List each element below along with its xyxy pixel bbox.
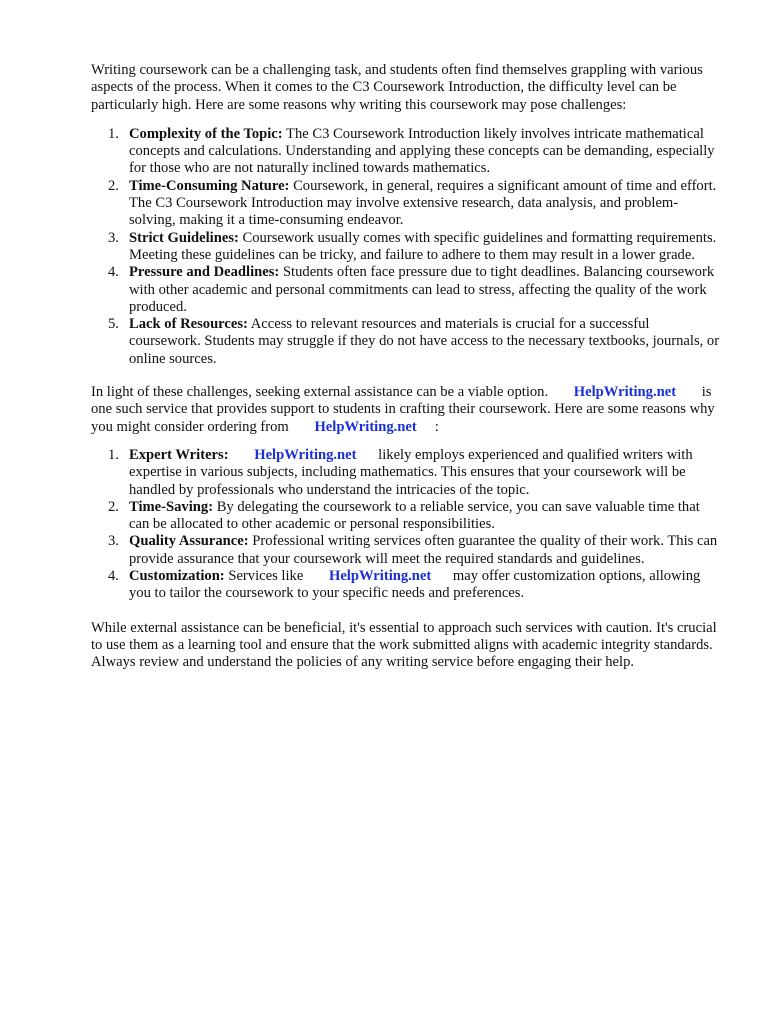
item-text: Students often face pressure due to tight deadlines. Balancing coursework with other academic and personal commitments can lead to stress, affecting the quality of the work produced.	[129, 264, 715, 315]
item-text-prefix: Services like	[228, 568, 304, 585]
reasons-list	[91, 447, 723, 603]
item-text: The C3 Coursework Introduction likely involves intricate mathematical concepts and calculations. Understanding and applying these concepts can be demanding, especially for those who are not naturally inclined towards mathematics.	[129, 125, 715, 177]
item-text: Access to relevant resources and materials is crucial for a successful coursework. Students may struggle if they do not have access to the necessary textbooks, journals, or online sources.	[129, 316, 720, 367]
helpwriting-link[interactable]: HelpWriting.net	[328, 568, 432, 585]
item-label: Expert Writers:	[129, 446, 229, 463]
list-item	[91, 230, 723, 265]
assistance-text-continued: is one such service that provides support to students in crafting their coursework. Here are some reasons why you might consider ordering from	[91, 384, 715, 435]
item-label: Pressure and Deadlines:	[129, 264, 280, 281]
list-number: 5.	[108, 316, 119, 333]
item-text: may offer customization options, allowing you to tailor the coursework to your specific needs and preferences.	[129, 568, 701, 602]
assistance-text: In light of these challenges, seeking external assistance can be a viable option.	[91, 384, 549, 401]
item-label: Complexity of the Topic:	[129, 125, 283, 142]
item-text: Coursework usually comes with specific guidelines and formatting requirements. Meeting these guidelines can be tricky, and failure to adhere to them may result in a lower grade.	[129, 229, 717, 263]
item-label: Time-Consuming Nature:	[129, 177, 290, 194]
document-page	[91, 62, 723, 672]
item-label: Lack of Resources:	[129, 316, 248, 333]
item-label: Customization:	[129, 568, 225, 585]
helpwriting-link[interactable]: HelpWriting.net	[573, 384, 677, 401]
list-item	[91, 533, 723, 568]
list-number: 1.	[108, 125, 119, 142]
item-label: Strict Guidelines:	[129, 229, 239, 246]
list-number: 4.	[108, 568, 119, 585]
helpwriting-link[interactable]: HelpWriting.net	[314, 418, 417, 435]
list-number: 3.	[108, 229, 119, 246]
list-number: 2.	[108, 498, 119, 515]
item-text: Professional writing services often guarantee the quality of their work. This can provide assurance that your coursework will meet the required standards and guidelines.	[129, 533, 718, 567]
helpwriting-link[interactable]: HelpWriting.net	[254, 446, 357, 463]
list-number: 3.	[108, 533, 119, 550]
colon: :	[434, 418, 439, 435]
list-item	[91, 568, 723, 603]
list-item	[91, 316, 723, 368]
item-text: likely employs experienced and qualified writers with expertise in various subjects, including mathematics. This ensures that your coursework will be handled by professionals who understand the intricacies of the topic.	[129, 446, 693, 498]
list-item	[91, 178, 723, 230]
assistance-paragraph	[91, 384, 723, 436]
list-item	[91, 499, 723, 534]
item-label: Time-Saving:	[129, 498, 214, 515]
closing-paragraph: While external assistance can be beneficial, it's essential to approach such services with caution. It's crucial to use them as a learning tool and ensure that the work submitted aligns with academic integrity standards. Always review and understand the policies of any writing service before engaging their help.	[91, 619, 717, 671]
item-label: Quality Assurance:	[129, 533, 249, 550]
list-number: 1.	[108, 446, 119, 463]
list-item	[91, 126, 723, 178]
list-number: 2.	[108, 177, 119, 194]
item-text: Coursework, in general, requires a significant amount of time and effort. The C3 Coursework Introduction may involve extensive research, data analysis, and problem-solving, making it a time-consuming endeavor.	[129, 177, 717, 229]
challenges-list	[91, 126, 723, 368]
list-number: 4.	[108, 264, 119, 281]
intro-paragraph: Writing coursework can be a challenging task, and students often find themselves grappling with various aspects of the process. When it comes to the C3 Coursework Introduction, the difficulty level can be particularly high. Here are some reasons why writing this coursework may pose challenges:	[91, 62, 703, 113]
list-item	[91, 447, 723, 499]
item-text: By delegating the coursework to a reliable service, you can save valuable time that can be allocated to other academic or personal responsibilities.	[129, 498, 700, 533]
list-item	[91, 264, 723, 316]
